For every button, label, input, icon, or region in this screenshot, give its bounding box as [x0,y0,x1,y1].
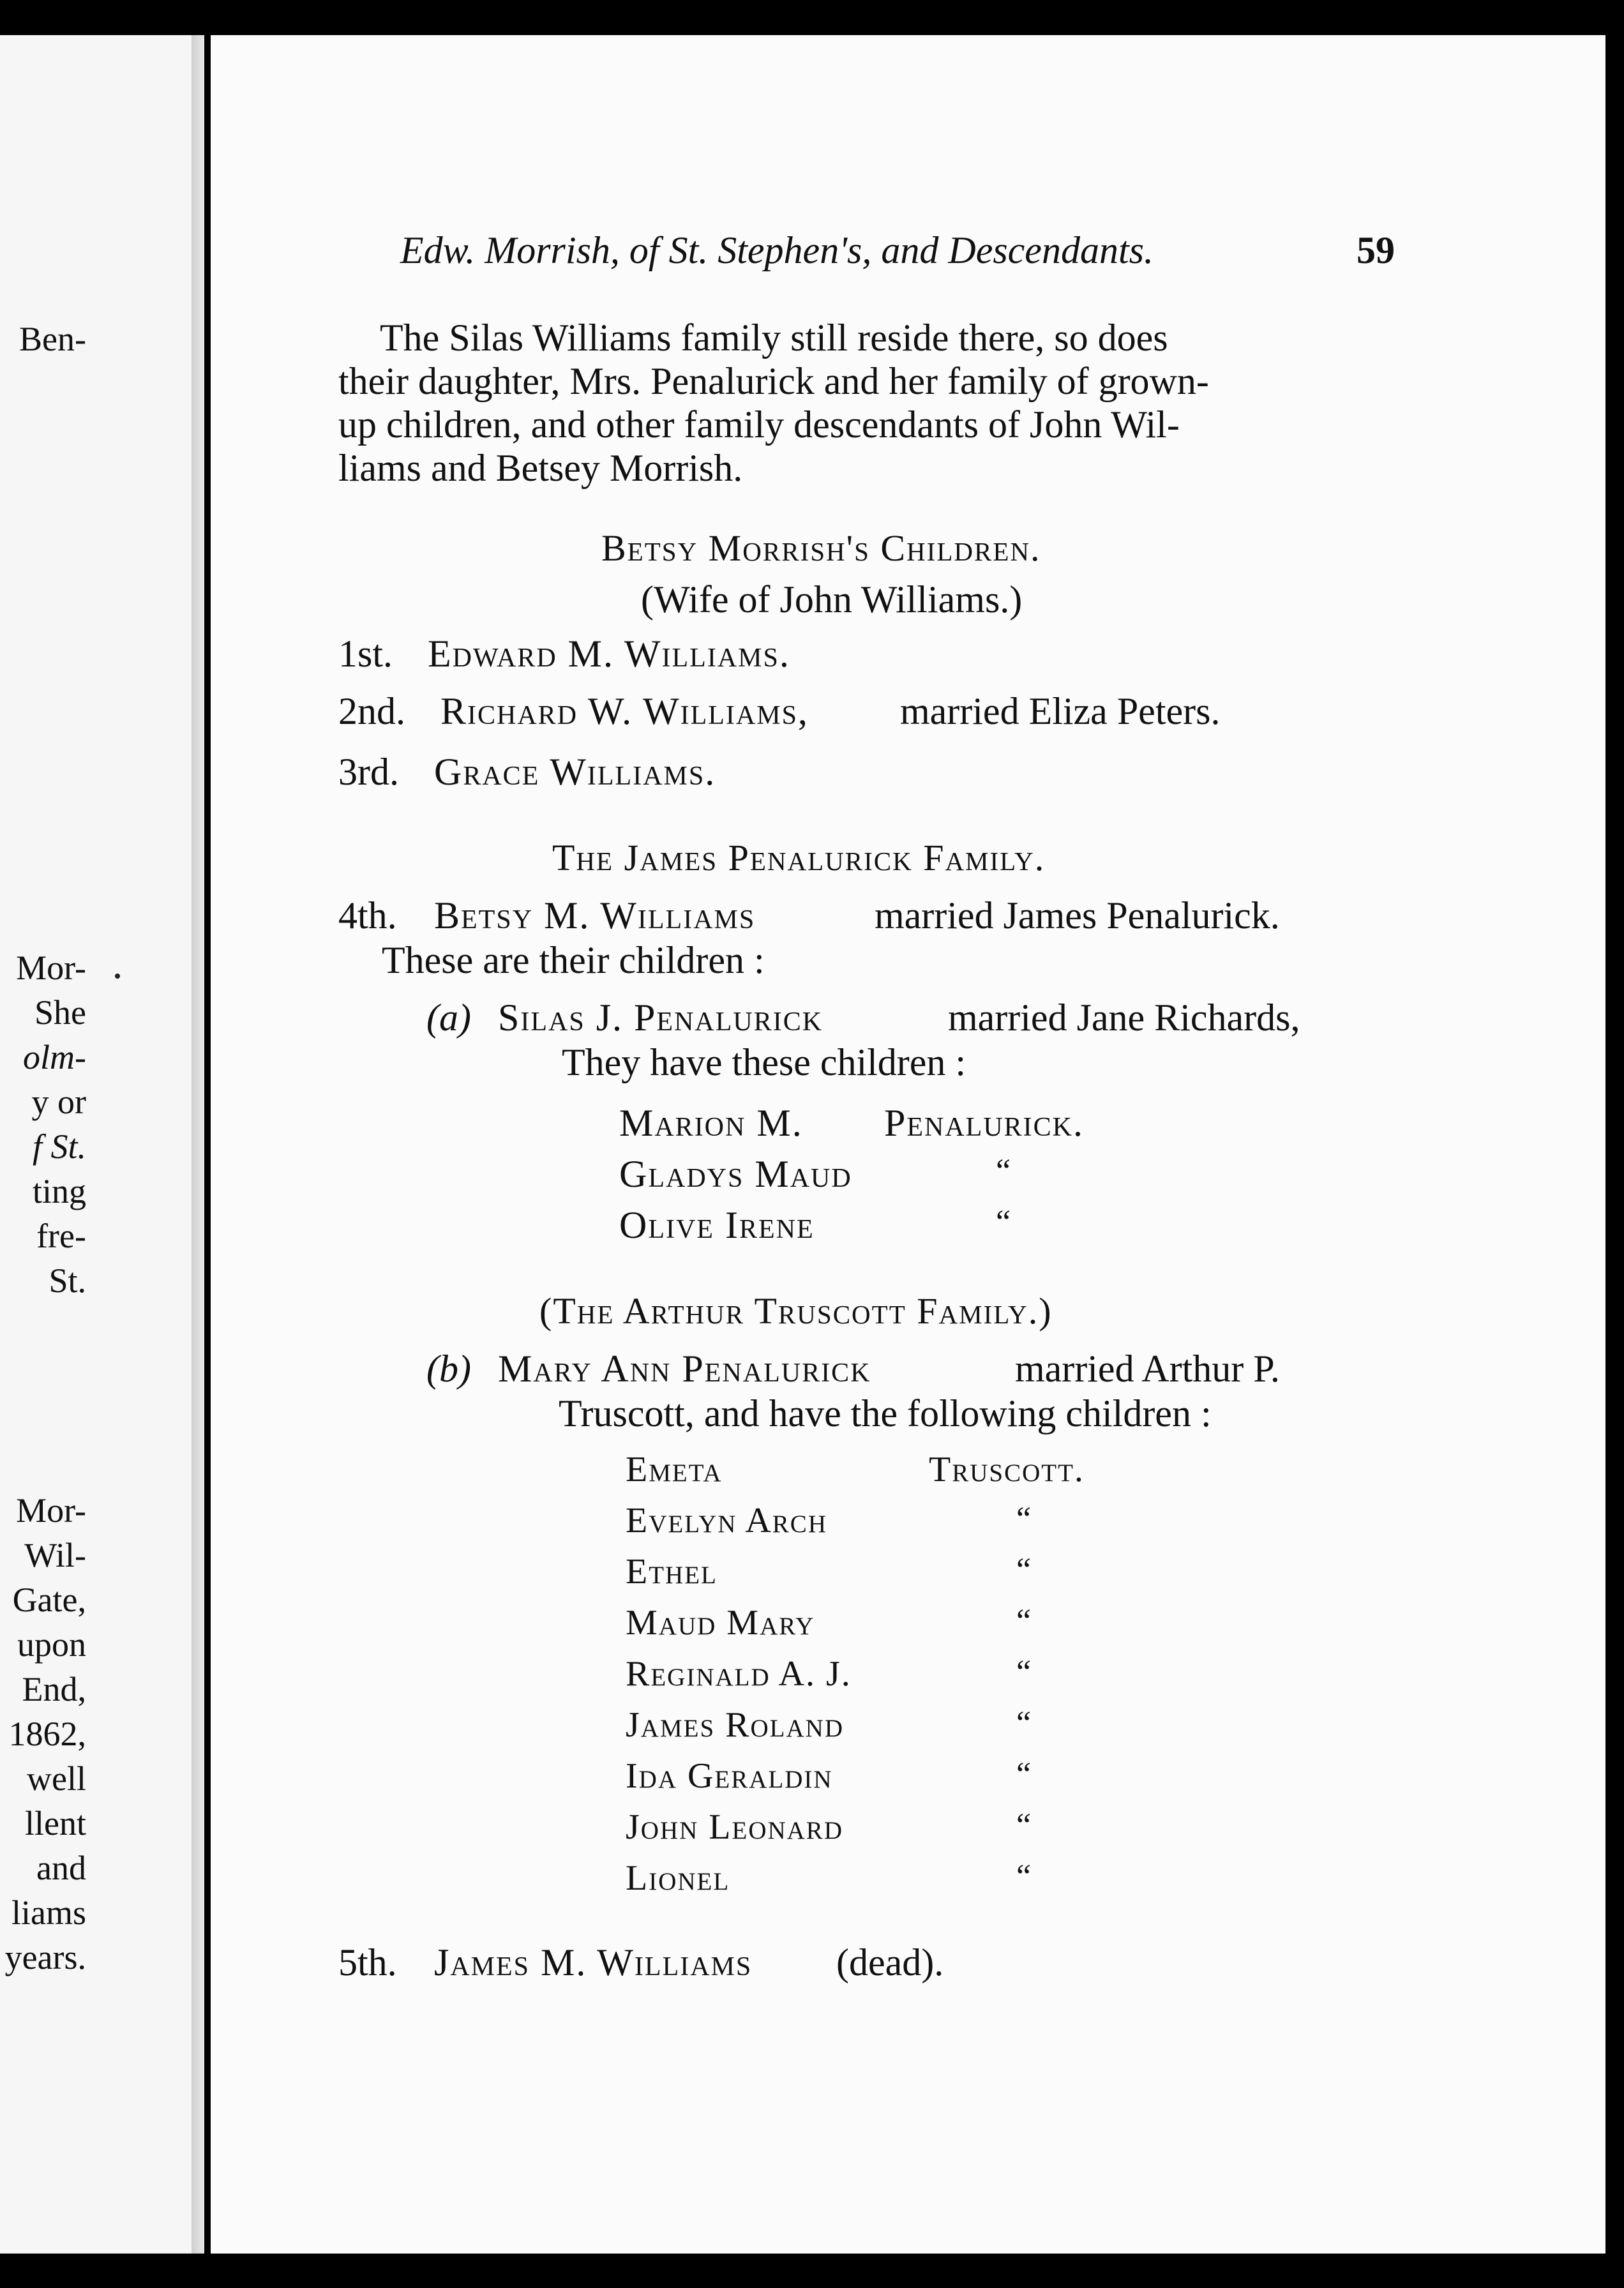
child-2-ordinal: 2nd. [338,690,405,732]
ditto-mark: “ [1016,1501,1032,1537]
child-3-name: Grace Williams. [434,751,716,793]
intro-line-2: their daughter, Mrs. Penalurick and her family of grown- [338,360,1209,402]
section-heading-truscott-family: (The Arthur Truscott Family.) [539,1290,1053,1332]
b-child-2: Evelyn Arch [626,1501,827,1540]
b-child-6: James Roland [626,1705,844,1745]
b-child-9: Lionel [626,1858,730,1898]
ditto-mark: “ [1016,1756,1032,1793]
left-page-fragment: She [34,993,86,1032]
intro-line-3: up children, and other family descendants of John Wil- [338,403,1180,446]
left-page-fragment: years. [4,1938,86,1976]
section-subheading: (Wife of John Williams.) [641,578,1023,621]
item-b-label: (b) [426,1348,471,1390]
left-page-fragment: y or [31,1083,86,1121]
child-2-name: Richard W. Williams, [440,690,809,732]
left-page-fragment: liams [11,1893,86,1932]
child-5-note: (dead). [836,1941,944,1983]
a-child-1: Marion M. [619,1102,803,1144]
ditto-mark: “ [1016,1603,1032,1639]
ditto-mark: “ [1016,1552,1032,1588]
b-child-4: Maud Mary [626,1603,815,1643]
right-page [211,35,1605,2254]
child-4-line-2: These are their children : [382,939,765,981]
left-page-fragment: llent [25,1804,86,1842]
left-page-fragment: End, [22,1670,86,1708]
left-page-fragment: and [36,1849,86,1887]
child-5-name: James M. Williams [434,1941,753,1983]
ditto-mark: “ [996,1204,1011,1240]
b-child-1: Emeta [626,1450,723,1489]
child-2-note: married Eliza Peters. [900,690,1221,732]
left-page-fragment: Wil- [24,1536,86,1574]
left-page-fragment: fre- [36,1217,86,1255]
left-page-fragment: St. [49,1261,86,1300]
ditto-mark: “ [1016,1705,1032,1742]
ditto-mark: “ [1016,1858,1032,1895]
left-page-fragment: Mor- [16,949,86,987]
running-title: Edw. Morrish, of St. Stephen's, and Descendants. [400,229,1154,271]
child-1-name: Edward M. Williams. [428,633,790,675]
item-b-note: married Arthur P. [1015,1348,1280,1390]
b-child-7: Ida Geraldin [626,1756,833,1796]
a-child-2: Gladys Maud [619,1153,852,1195]
book-gutter [192,35,204,2254]
ink-speck [115,974,120,979]
left-page-fragment: ting [32,1172,86,1210]
left-page-fragment: Mor- [16,1491,86,1530]
child-3-ordinal: 3rd. [338,751,399,793]
left-page-fragment: Ben- [19,320,86,358]
child-1-ordinal: 1st. [338,633,393,675]
left-page-fragment: upon [17,1625,86,1664]
left-page-fragment: well [27,1759,86,1798]
b-surname: Truscott. [929,1450,1085,1489]
child-5-ordinal: 5th. [338,1941,397,1983]
a-surname: Penalurick. [884,1102,1085,1144]
child-4-name: Betsy M. Williams [434,894,756,937]
b-child-8: John Leonard [626,1807,843,1847]
left-page-fragment: olm- [23,1038,86,1076]
left-page-fragment: f St. [32,1127,86,1166]
item-a-line-2: They have these children : [562,1041,966,1083]
ditto-mark: “ [996,1153,1011,1189]
ditto-mark: “ [1016,1807,1032,1844]
child-4-note: married James Penalurick. [875,894,1280,937]
item-a-note: married Jane Richards, [948,997,1300,1039]
left-facing-page [0,35,192,2254]
b-child-5: Reginald A. J. [626,1654,852,1694]
left-page-fragment: 1862, [8,1715,86,1753]
item-b-line-2: Truscott, and have the following children : [559,1392,1212,1434]
item-b-name: Mary Ann Penalurick [498,1348,871,1390]
item-a-name: Silas J. Penalurick [498,997,823,1039]
ditto-mark: “ [1016,1654,1032,1690]
b-child-3: Ethel [626,1552,718,1592]
left-page-fragment: Gate, [12,1581,86,1619]
item-a-label: (a) [426,997,471,1039]
intro-line-4: liams and Betsey Morrish. [338,447,743,489]
page-number: 59 [1357,229,1395,271]
a-child-3: Olive Irene [619,1204,815,1246]
section-heading-penalurick-family: The James Penalurick Family. [552,837,1046,878]
section-heading-betsy-children: Betsy Morrish's Children. [601,527,1041,569]
intro-line-1: The Silas Williams family still reside there, so does [380,317,1168,359]
child-4-ordinal: 4th. [338,894,397,937]
